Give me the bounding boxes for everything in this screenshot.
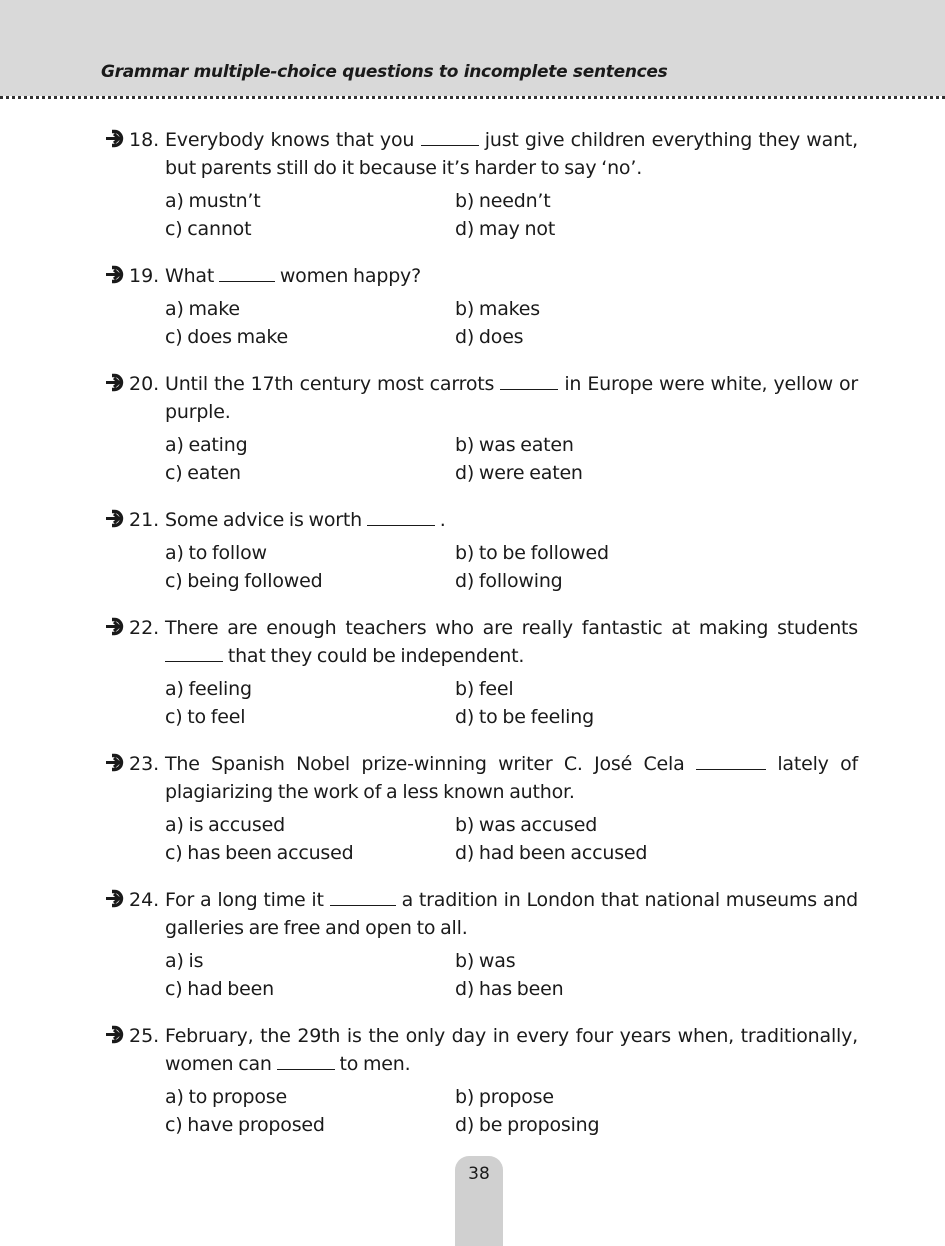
question-list — [104, 126, 858, 1158]
question-item — [104, 750, 858, 867]
option-b: b) was accused — [455, 814, 598, 836]
question-text-before: February, the 29th is the only day in every four years when, traditionally, women can — [165, 1025, 858, 1075]
option-d: d) may not — [455, 218, 556, 240]
option-d: d) be proposing — [455, 1114, 600, 1136]
arrow-bullet-icon — [104, 373, 125, 392]
question-item — [104, 262, 858, 351]
question-item — [104, 370, 858, 487]
question-number: 19. — [129, 265, 160, 287]
question-text — [165, 614, 858, 670]
option-d: d) does — [455, 326, 524, 348]
page-number-tab — [455, 1156, 503, 1246]
answer-blank — [330, 887, 396, 906]
question-number: 21. — [129, 509, 160, 531]
answer-blank — [500, 371, 558, 390]
answer-options — [165, 431, 858, 487]
question-item — [104, 614, 858, 731]
answer-blank — [696, 751, 766, 770]
option-a: a) is accused — [165, 814, 285, 836]
question-text-before: Some advice is worth — [165, 509, 363, 531]
answer-blank — [219, 263, 275, 282]
answer-options — [165, 187, 858, 243]
option-b: b) needn’t — [455, 190, 551, 212]
option-b: b) to be followed — [455, 542, 609, 564]
answer-options — [165, 539, 858, 595]
page-header — [0, 0, 945, 96]
arrow-bullet-icon — [104, 129, 125, 148]
option-b: b) was eaten — [455, 434, 574, 456]
answer-options — [165, 295, 858, 351]
option-a: a) feeling — [165, 678, 252, 700]
arrow-bullet-icon — [104, 1025, 125, 1044]
question-number: 22. — [129, 617, 160, 639]
option-c: c) has been accused — [165, 842, 354, 864]
question-item — [104, 1022, 858, 1139]
question-text-after: in Europe were white, yellow or purple. — [165, 373, 858, 423]
question-text-after: a tradition in London that national museums and galleries are free and open to all. — [165, 889, 859, 939]
answer-blank — [277, 1051, 335, 1070]
option-c: c) does make — [165, 326, 288, 348]
arrow-bullet-icon — [104, 265, 125, 284]
question-number: 24. — [129, 889, 160, 911]
answer-blank — [367, 507, 435, 526]
question-text — [165, 886, 858, 942]
section-title: Grammar multiple-choice questions to incomplete sentences — [101, 62, 668, 82]
question-text — [165, 506, 858, 534]
option-d: d) had been accused — [455, 842, 648, 864]
question-item — [104, 126, 858, 243]
question-text-after: to men. — [339, 1053, 411, 1075]
question-text-after: . — [439, 509, 446, 531]
option-b: b) propose — [455, 1086, 554, 1108]
question-text-before: Until the 17th century most carrots — [165, 373, 495, 395]
arrow-bullet-icon — [104, 753, 125, 772]
option-b: b) makes — [455, 298, 540, 320]
answer-blank — [421, 127, 479, 146]
option-a: a) to follow — [165, 542, 267, 564]
question-text — [165, 750, 858, 806]
question-item — [104, 506, 858, 595]
option-a: a) is — [165, 950, 204, 972]
option-a: a) eating — [165, 434, 248, 456]
question-text — [165, 126, 858, 182]
option-a: a) mustn’t — [165, 190, 261, 212]
question-number: 23. — [129, 753, 160, 775]
option-c: c) had been — [165, 978, 274, 1000]
answer-options — [165, 811, 858, 867]
question-text-before: For a long time it — [165, 889, 324, 911]
answer-options — [165, 675, 858, 731]
option-c: c) cannot — [165, 218, 252, 240]
question-text-before: The Spanish Nobel prize-winning writer C. José Cela — [165, 753, 685, 775]
option-c: c) eaten — [165, 462, 241, 484]
option-d: d) has been — [455, 978, 564, 1000]
option-b: b) feel — [455, 678, 514, 700]
option-a: a) make — [165, 298, 240, 320]
arrow-bullet-icon — [104, 509, 125, 528]
question-text-after: just give children everything they want, but parents still do it because it’s harder to say ‘no’. — [165, 129, 859, 179]
question-text-before: There are enough teachers who are really fantastic at making students — [165, 617, 858, 639]
page-number: 38 — [468, 1164, 490, 1184]
question-number: 25. — [129, 1025, 160, 1047]
option-d: d) were eaten — [455, 462, 583, 484]
answer-options — [165, 947, 858, 1003]
option-d: d) following — [455, 570, 563, 592]
answer-blank — [165, 643, 223, 662]
question-text-before: What — [165, 265, 215, 287]
option-c: c) have proposed — [165, 1114, 325, 1136]
question-text — [165, 370, 858, 426]
question-text-after: women happy? — [279, 265, 421, 287]
option-b: b) was — [455, 950, 516, 972]
question-text-after: lately of plagiarizing the work of a less known author. — [165, 753, 858, 803]
question-text — [165, 1022, 858, 1078]
option-a: a) to propose — [165, 1086, 287, 1108]
dotted-divider — [0, 96, 945, 99]
answer-options — [165, 1083, 858, 1139]
question-text-before: Everybody knows that you — [165, 129, 415, 151]
option-d: d) to be feeling — [455, 706, 594, 728]
option-c: c) to feel — [165, 706, 246, 728]
question-text — [165, 262, 858, 290]
question-item — [104, 886, 858, 1003]
question-number: 18. — [129, 129, 160, 151]
option-c: c) being followed — [165, 570, 323, 592]
arrow-bullet-icon — [104, 617, 125, 636]
arrow-bullet-icon — [104, 889, 125, 908]
question-number: 20. — [129, 373, 160, 395]
question-text-after: that they could be independent. — [227, 645, 525, 667]
